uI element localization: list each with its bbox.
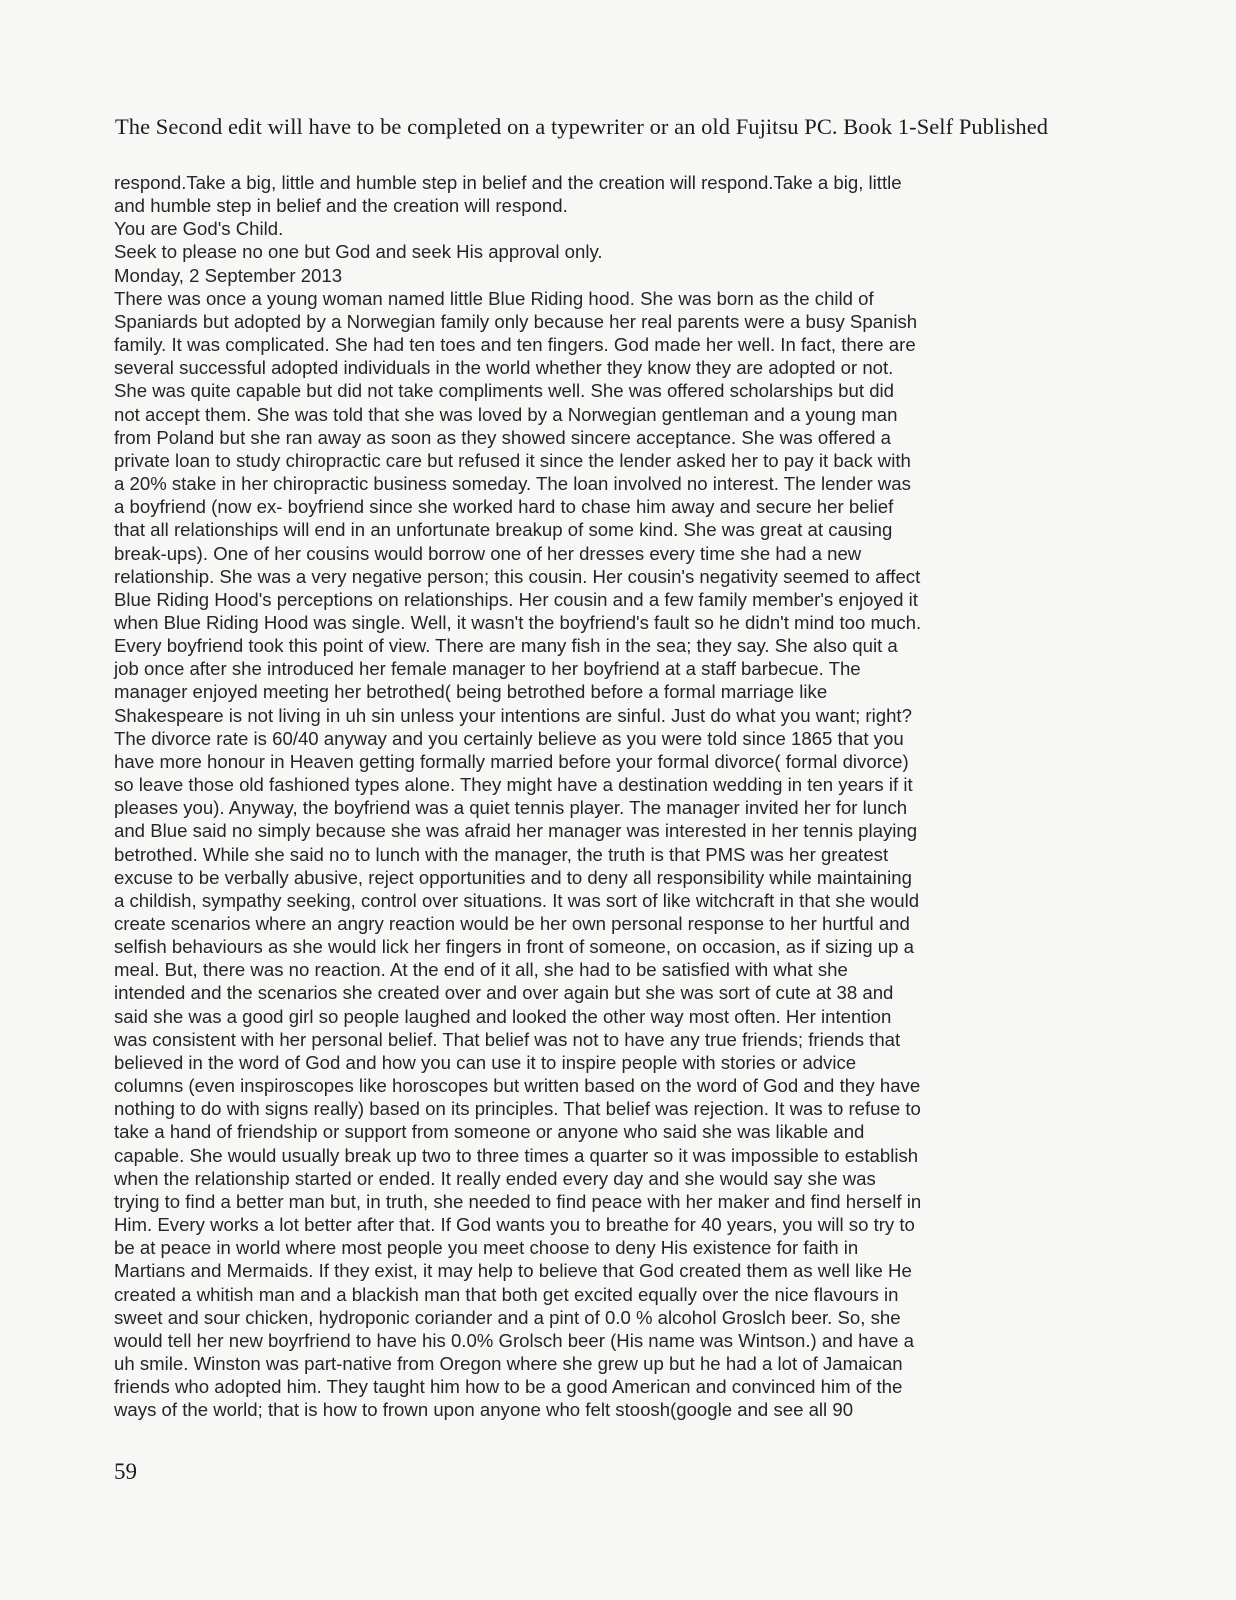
- page-number: 59: [114, 1459, 137, 1484]
- text-line: The divorce rate is 60/40 anyway and you certainly believe as you were told since 1865 that you: [114, 727, 904, 749]
- text-line: manager enjoyed meeting her betrothed( being betrothed before a formal marriage like: [114, 681, 828, 703]
- text-line: create scenarios where an angry reaction would be her own personal response to her hurtful and: [114, 913, 910, 934]
- text-line: take a hand of friendship or support from someone or anyone who said she was likable and: [114, 1121, 865, 1143]
- text-line: Him. Every works a lot better after that. If God wants you to breathe for 40 years, you will so try to: [114, 1214, 915, 1236]
- text-line: believed in the word of God and how you can use it to inspire people with stories or advice: [114, 1051, 857, 1073]
- text-line: was consistent with her personal belief. That belief was not to have any true friends; friends that: [114, 1028, 901, 1050]
- text-line: Shakespeare is not living in uh sin unless your intentions are sinful. Just do what you want; right?: [114, 704, 912, 726]
- text-line: when Blue Riding Hood was single. Well, it wasn't the boyfriend's fault so he didn't mind too much.: [114, 611, 922, 633]
- text-line: Every boyfriend took this point of view. There are many fish in the sea; they say. She also quit a: [114, 635, 898, 657]
- text-line: said she was a good girl so people laughed and looked the other way most often. Her intention: [114, 1005, 892, 1027]
- text-line: break-ups). One of her cousins would borrow one of her dresses every time she had a new: [114, 542, 862, 564]
- text-line: when the relationship started or ended. It really ended every day and she would say she was: [114, 1167, 876, 1189]
- text-line: would tell her new boyrfriend to have his 0.0% Grolsch beer (His name was Wintson.) and have a: [114, 1329, 914, 1351]
- text-line: a boyfriend (now ex- boyfriend since she worked hard to chase him away and secure her belief: [114, 496, 894, 518]
- text-line: There was once a young woman named little Blue Riding hood. She was born as the child of: [114, 287, 874, 309]
- text-line: have more honour in Heaven getting formally married before your formal divorce( formal divorce): [114, 750, 909, 772]
- text-line: not accept them. She was told that she was loved by a Norwegian gentleman and a young man: [114, 403, 898, 425]
- text-line: Martians and Mermaids. If they exist, it may help to believe that God created them as well like He: [114, 1260, 912, 1282]
- text-line: sweet and sour chicken, hydroponic coriander and a pint of 0.0 % alcohol Groslch beer. So, she: [114, 1306, 901, 1328]
- text-line: from Poland but she ran away as soon as they showed sincere acceptance. She was offered a: [114, 426, 891, 448]
- text-line: capable. She would usually break up two to three times a quarter so it was impossible to establish: [114, 1144, 919, 1166]
- text-line: nothing to do with signs really) based on its principles. That belief was rejection. It was to refuse to: [114, 1098, 921, 1120]
- text-line: Seek to please no one but God and seek His approval only.: [114, 241, 603, 263]
- text-line: uh smile. Winston was part-native from Oregon where she grew up but he had a lot of Jamaican: [114, 1352, 903, 1374]
- text-line: selfish behaviours as she would lick her fingers in front of someone, on occasion, as if sizing up a: [114, 936, 914, 958]
- text-line: pleases you). Anyway, the boyfriend was a quiet tennis player. The manager invited her for lunch: [114, 797, 908, 819]
- text-line: intended and the scenarios she created over and over again but she was sort of cute at 38 and: [114, 982, 894, 1004]
- text-line: be at peace in world where most people you meet choose to deny His existence for faith in: [114, 1237, 859, 1259]
- text-line: betrothed. While she said no to lunch with the manager, the truth is that PMS was her greatest: [114, 843, 889, 865]
- text-line: private loan to study chiropractic care but refused it since the lender asked her to pay it back with: [114, 449, 911, 471]
- text-line: Monday, 2 September 2013: [114, 264, 343, 286]
- text-line: created a whitish man and a blackish man that both get excited equally over the nice flavours in: [114, 1283, 899, 1305]
- text-line: that all relationships will end in an unfortunate breakup of some kind. She was great at causing: [114, 519, 893, 541]
- text-line: She was quite capable but did not take compliments well. She was offered scholarships but did: [114, 380, 895, 402]
- text-line: Blue Riding Hood's perceptions on relationships. Her cousin and a few family member's enjoyed it: [114, 588, 918, 610]
- text-line: so leave those old fashioned types alone. They might have a destination wedding in ten years if it: [114, 774, 913, 796]
- text-line: relationship. She was a very negative person; this cousin. Her cousin's negativity seemed to affect: [114, 565, 921, 587]
- text-line: friends who adopted him. They taught him how to be a good American and convinced him of the: [114, 1376, 903, 1398]
- body-text: [114, 171, 1114, 1421]
- text-line: family. It was complicated. She had ten toes and ten fingers. God made her well. In fact, there are: [114, 334, 916, 356]
- text-line: Spaniards but adopted by a Norwegian family only because her real parents were a busy Spanish: [114, 310, 918, 332]
- text-line: excuse to be verbally abusive, reject opportunities and to deny all responsibility while maintaining: [114, 866, 912, 888]
- text-line: a childish, sympathy seeking, control over situations. It was sort of like witchcraft in that she would: [114, 889, 920, 911]
- text-line: job once after she introduced her female manager to her boyfriend at a staff barbecue. The: [114, 658, 861, 680]
- text-line: several successful adopted individuals in the world whether they know they are adopted or not.: [114, 357, 894, 379]
- text-line: and humble step in belief and the creation will respond.: [114, 195, 568, 217]
- text-line: columns (even inspiroscopes like horoscopes but written based on the word of God and they have: [114, 1075, 921, 1097]
- text-line: and Blue said no simply because she was afraid her manager was interested in her tennis playing: [114, 820, 918, 842]
- running-header: The Second edit will have to be completed on a typewriter or an old Fujitsu PC. Book 1-Self Published: [115, 114, 1049, 139]
- text-line: respond.Take a big, little and humble step in belief and the creation will respond.Take a big, little: [114, 172, 902, 193]
- text-line: a 20% stake in her chiropractic business someday. The loan involved no interest. The lender was: [114, 473, 911, 495]
- text-line: ways of the world; that is how to frown upon anyone who felt stoosh(google and see all 90: [114, 1399, 854, 1421]
- text-line: meal. But, there was no reaction. At the end of it all, she had to be satisfied with what she: [114, 959, 848, 981]
- text-line: trying to find a better man but, in truth, she needed to find peace with her maker and find herself in: [114, 1190, 922, 1212]
- text-line: You are God's Child.: [114, 218, 284, 240]
